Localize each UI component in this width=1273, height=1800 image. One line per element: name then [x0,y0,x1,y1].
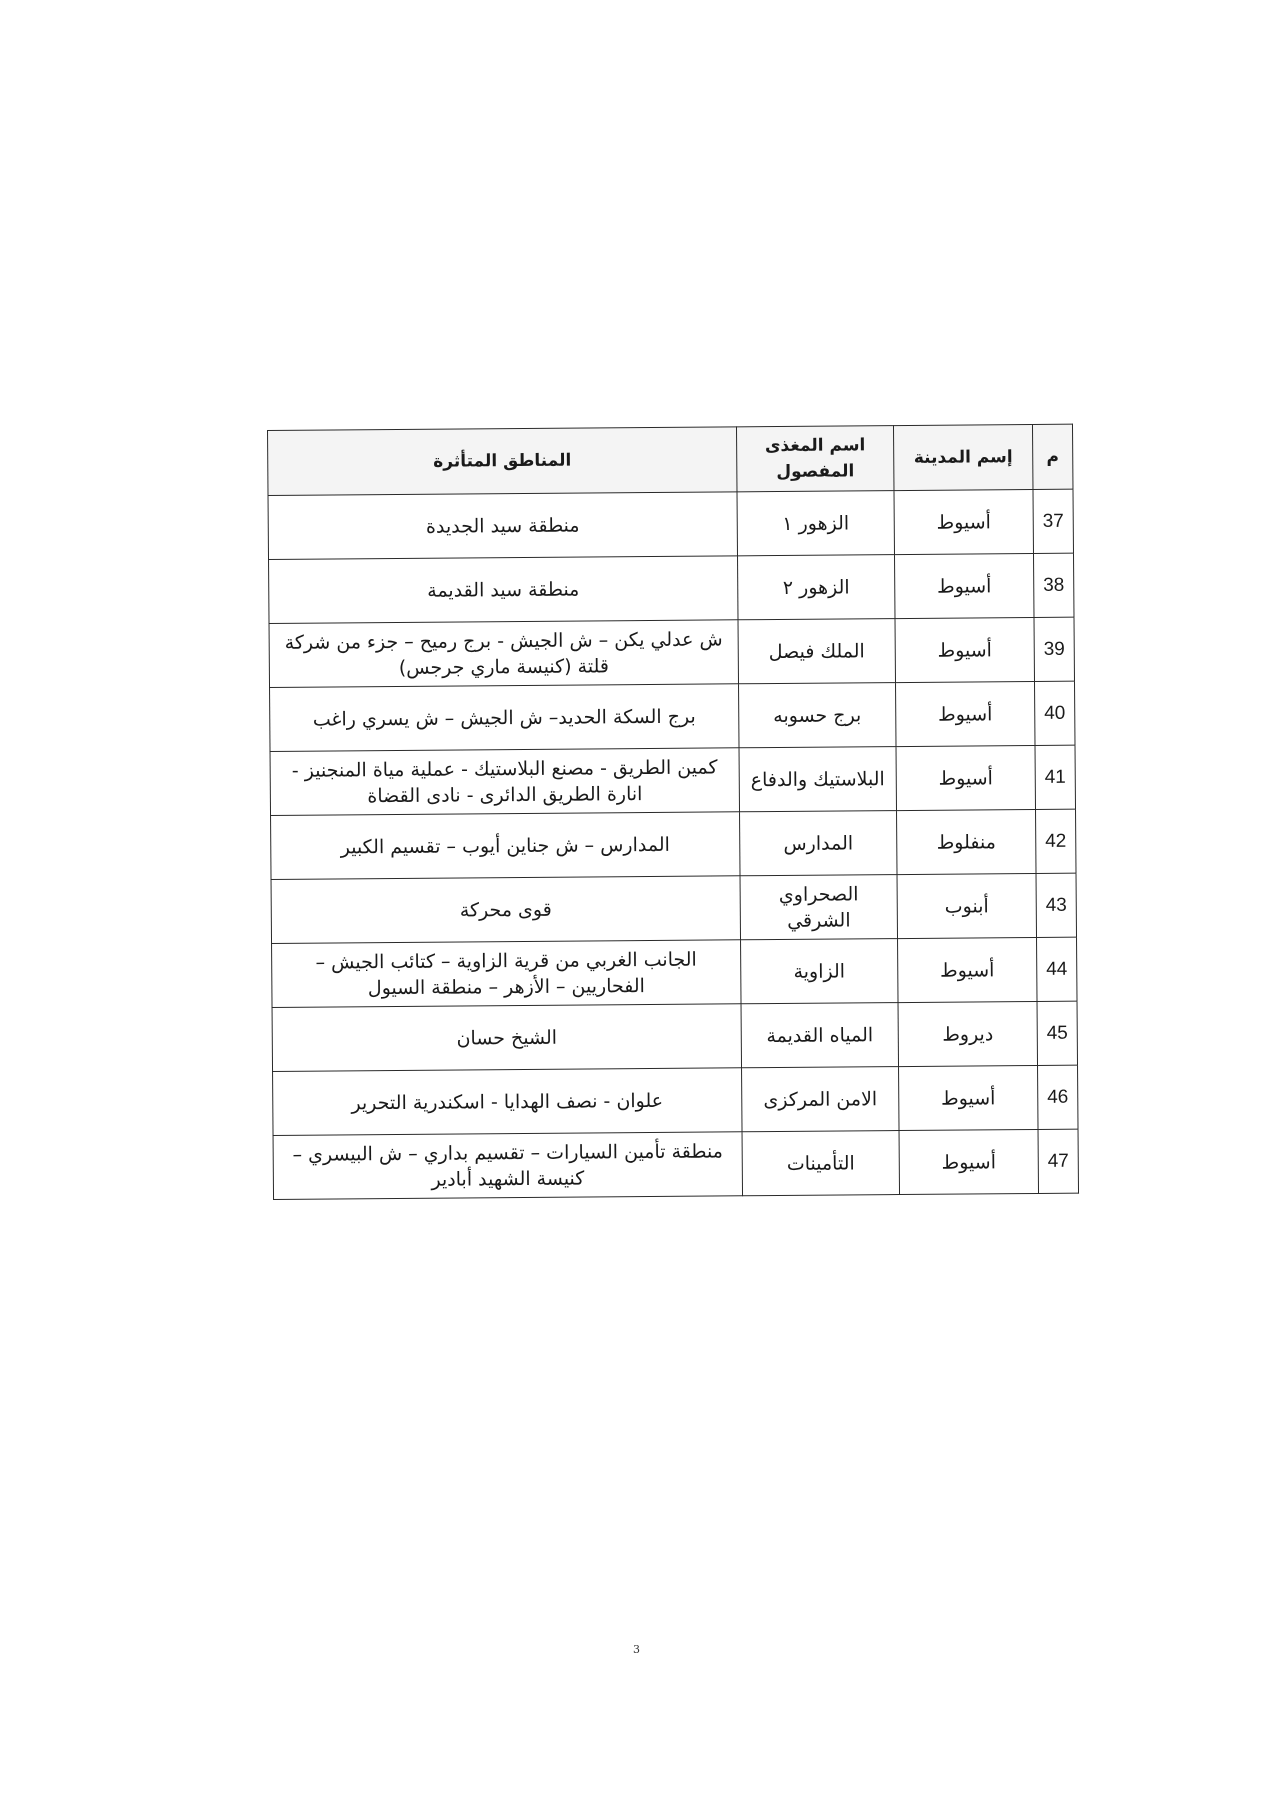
cell-areas: منطقة تأمين السيارات – تقسيم بداري – ش البيسري – كنيسة الشهيد أبادير [273,1132,742,1200]
cell-num: 37 [1033,489,1074,553]
cell-feeder: الزاوية [741,939,898,1004]
cell-areas: ش عدلي يكن – ش الجيش - برج رميح – جزء من شركة قلتة (كنيسة ماري جرجس) [269,620,738,688]
cell-areas: المدارس – ش جناين أيوب – تقسيم الكبير [271,812,740,880]
cell-areas: علوان - نصف الهدايا - اسكندرية التحرير [273,1068,742,1136]
header-areas: المناطق المتأثرة [268,427,737,496]
cell-city: أسيوط [899,1065,1038,1130]
table-row [272,1001,1077,1071]
cell-num: 42 [1036,809,1077,873]
cell-feeder: المياه القديمة [741,1003,898,1068]
cell-feeder: الملك فيصل [738,619,895,684]
table-row [273,1129,1078,1199]
cell-feeder: الزهور ١ [737,491,894,556]
cell-num: 44 [1037,937,1078,1001]
cell-num: 40 [1034,681,1075,745]
cell-areas: قوى محركة [271,876,740,944]
page-number: 3 [633,1643,640,1656]
cell-num: 46 [1038,1065,1079,1129]
outage-table [267,424,1079,1200]
cell-city: أسيوط [896,745,1035,810]
cell-num: 43 [1036,873,1077,937]
cell-city: أسيوط [896,681,1035,746]
cell-city: منفلوط [897,809,1036,874]
cell-areas: برج السكة الحديد– ش الجيش – ش يسري راغب [270,684,739,752]
cell-num: 47 [1038,1129,1079,1193]
cell-areas: الشيخ حسان [272,1004,741,1072]
cell-city: أسيوط [894,553,1033,618]
cell-feeder: الزهور ٢ [738,555,895,620]
header-num: م [1032,424,1073,489]
cell-city: ديروط [898,1001,1037,1066]
table-row [269,617,1074,687]
cell-feeder: الصحراوي الشرقي [740,875,897,940]
table-row [270,681,1075,751]
cell-feeder: التأمينات [742,1131,899,1196]
cell-feeder: الامن المركزى [742,1067,899,1132]
cell-areas: كمين الطريق - مصنع البلاستيك - عملية مياة المنجنيز - انارة الطريق الدائرى - نادى القضاة [270,748,739,816]
header-feeder: اسم المغذى المفصول [736,426,894,492]
cell-areas: منطقة سيد القديمة [269,556,738,624]
cell-num: 38 [1033,553,1074,617]
table-row [268,489,1073,559]
cell-city: أسيوط [898,937,1037,1002]
cell-city: أسيوط [895,617,1034,682]
cell-feeder: المدارس [740,811,897,876]
table-row [272,937,1077,1007]
table-row [271,809,1076,879]
table-header-row [268,424,1073,495]
cell-feeder: البلاستيك والدفاع [739,747,896,812]
cell-areas: منطقة سيد الجديدة [268,492,737,560]
table-row [273,1065,1078,1135]
table-row [270,745,1075,815]
cell-city: أسيوط [899,1129,1038,1194]
cell-num: 41 [1035,745,1076,809]
cell-city: أبنوب [897,873,1036,938]
cell-num: 45 [1037,1001,1078,1065]
cell-city: أسيوط [894,489,1033,554]
table-row [269,553,1074,623]
table-row [271,873,1076,943]
cell-areas: الجانب الغربي من قرية الزاوية – كتائب الجيش – الفحاريين – الأزهر – منطقة السيول [272,940,741,1008]
cell-feeder: برج حسوبه [739,683,896,748]
header-city: إسم المدينة [893,424,1033,490]
cell-num: 39 [1034,617,1075,681]
